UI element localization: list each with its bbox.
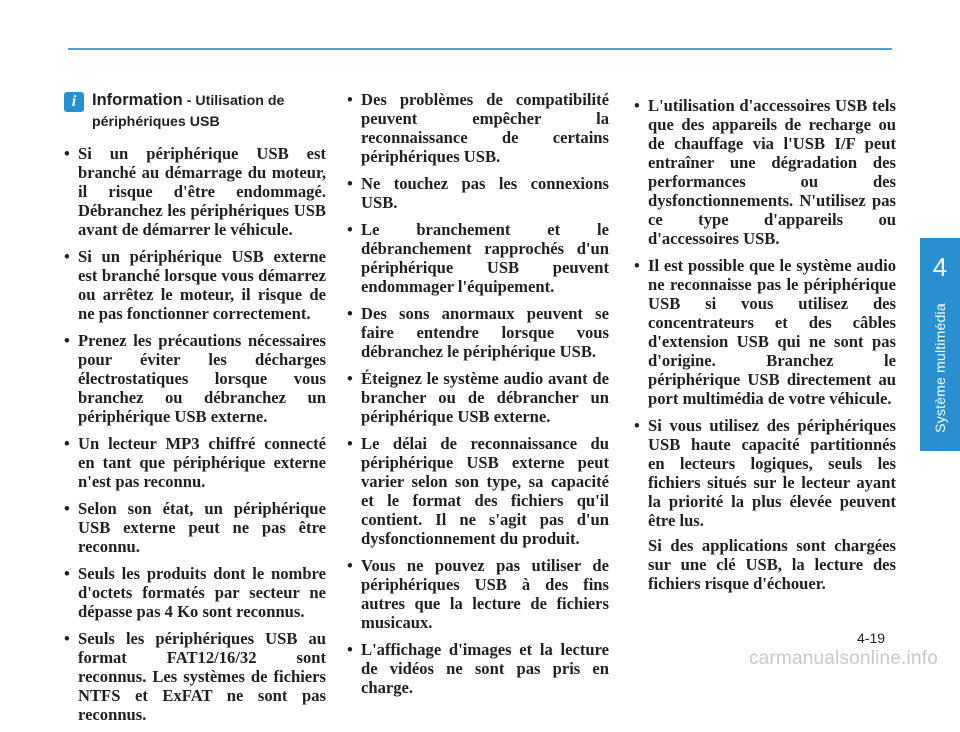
list-item: • L'utilisation d'accessoires USB tels que des appareils de recharge ou de chauffage via l'USB I/F peut entraîner une dégradation des performances ou des dysfonctionnements. N'utilisez pas ce type d'appareils ou d'accessoires USB. [634,96,896,248]
list-item: • L'affichage d'images et la lecture de vidéos ne sont pas pris en charge. [347,640,609,697]
list-item: • Il est possible que le système audio ne reconnaisse pas le périphérique USB si vous utilisez des concentrateurs et des câbles d'extension USB qui ne sont pas d'origine. Branchez le périphérique USB directement au port multimédia de votre véhicule. [634,256,896,408]
bullet-list-1 [64,144,326,724]
info-subtitle-1: - Utilisation de [182,93,285,109]
info-subtitle-2: périphériques USB [92,114,220,130]
bullet-list-3 [634,96,896,530]
list-item: • Seuls les produits dont le nombre d'octets formatés par secteur ne dépasse pas 4 Ko sont reconnus. [64,564,326,621]
list-item: • Un lecteur MP3 chiffré connecté en tant que périphérique externe n'est pas reconnu. [64,434,326,491]
chapter-tab [920,238,960,451]
column-2 [347,90,609,705]
info-icon: i [64,92,84,112]
list-item: • Prenez les précautions nécessaires pour éviter les décharges électrostatiques lorsque vous branchez ou débranchez un périphérique USB externe. [64,331,326,426]
list-item: • Le branchement et le débranchement rapprochés d'un périphérique USB peuvent endommager l'équipement. [347,220,609,296]
header-rule [68,48,892,50]
list-item: • Vous ne pouvez pas utiliser de périphériques USB à des fins autres que la lecture de fichiers musicaux. [347,556,609,632]
column-3 [634,96,896,593]
bullet-list-2 [347,90,609,697]
page-number: 4-19 [857,630,886,646]
chapter-label: Système multimédia [932,303,948,433]
chapter-number: 4 [932,252,948,282]
list-item: • Des problèmes de compatibilité peuvent empêcher la reconnaissance de certains périphériques USB. [347,90,609,166]
list-item: • Si un périphérique USB externe est branché lorsque vous démarrez ou arrêtez le moteur, il risque de ne pas fonctionner correctement. [64,247,326,323]
column-1 [64,90,326,732]
list-item: • Le délai de reconnaissance du périphérique USB externe peut varier selon son type, sa capacité et le format des fichiers qu'il contient. Il ne s'agit pas d'un dysfonctionnement du produit. [347,434,609,548]
list-item: • Selon son état, un périphérique USB externe peut ne pas être reconnu. [64,499,326,556]
list-item: • Ne touchez pas les connexions USB. [347,174,609,212]
info-header [64,90,326,132]
continuation-paragraph: Si des applications sont chargées sur une clé USB, la lecture des fichiers risque d'échouer. [648,536,896,593]
list-item: • Seuls les périphériques USB au format FAT12/16/32 sont reconnus. Les systèmes de fichiers NTFS et ExFAT ne sont pas reconnus. [64,629,326,724]
list-item: • Si vous utilisez des périphériques USB haute capacité partitionnés en lecteurs logiques, seuls les fichiers situés sur le lecteur ayant la priorité la plus élevée peuvent être lus. [634,416,896,530]
info-title: Information [92,91,183,109]
watermark: carmanualsonline.info [748,648,938,669]
list-item: • Éteignez le système audio avant de brancher ou de débrancher un périphérique USB externe. [347,369,609,426]
list-item: • Si un périphérique USB est branché au démarrage du moteur, il risque d'être endommagé. Débranchez les périphériques USB avant de démarrer le véhicule. [64,144,326,239]
list-item: • Des sons anormaux peuvent se faire entendre lorsque vous débranchez le périphérique USB. [347,304,609,361]
